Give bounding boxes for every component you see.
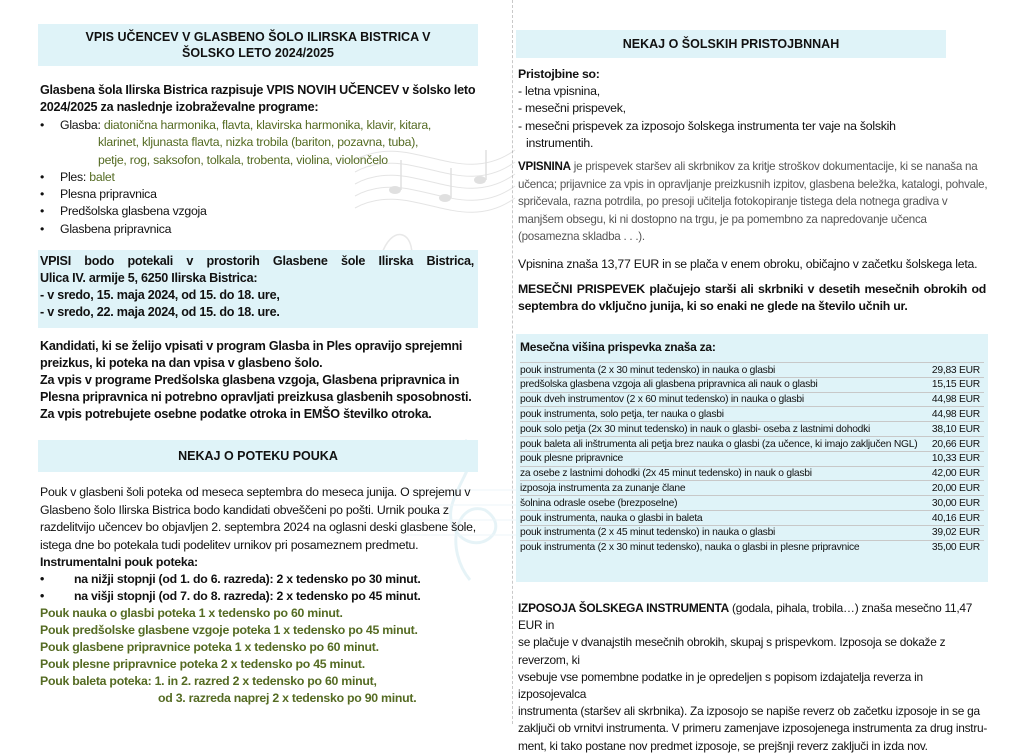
program-detail: petje, rog, saksofon, tolkala, trobenta, violina, violončelo xyxy=(98,152,388,167)
program-item-predsolska xyxy=(38,203,478,220)
lessons-section-banner xyxy=(38,440,478,472)
fees-list-item: - mesečni prispevek, xyxy=(518,101,626,116)
fee-item: izposoja instrumenta za zunanje člane xyxy=(520,482,686,494)
fees-list-item: instrumentih. xyxy=(526,135,594,150)
other-lesson-line: Pouk plesne pripravnice poteka 2 x tedensko po 45 minut. xyxy=(40,657,365,671)
fee-item: pouk instrumenta, solo petja, ter nauka o glasbi xyxy=(520,408,724,420)
fee-item: pouk plesne pripravnice xyxy=(520,453,624,465)
fee-item: pouk instrumenta (2 x 30 minut tedensko), nauka o glasbi in plesne pripravnice xyxy=(520,542,860,554)
fee-amount: 44,98 EUR xyxy=(931,394,980,406)
pouk-line: razdelitvijo učencev bo objavljen 2. septembra 2024 na oglasni deski glasbene šole, xyxy=(40,520,476,534)
program-detail: balet xyxy=(89,169,115,184)
izposoja-line: se plačuje v dvanajstih mesečnih obrokih, skupaj s prispevkom. Izposoja se dokaže z reverzom, ki xyxy=(518,635,946,667)
other-lesson-line: od 3. razreda naprej 2 x tedensko po 90 minut. xyxy=(158,691,417,705)
fee-amount: 38,10 EUR xyxy=(931,423,980,435)
fee-item: pouk baleta ali inštrumenta ali petja brez nauka o glasbi (za učence, ki imajo zaključen NGL) xyxy=(520,438,918,450)
izposoja-line: (godala, pihala, trobila…) znaša mesečno 11,47 EUR in xyxy=(518,601,973,633)
candidates-paragraph xyxy=(40,338,480,423)
intro-line-1: Glasbena šola Ilirska Bistrica razpisuje VPIS NOVIH UČENCEV v šolsko leto xyxy=(40,83,476,97)
other-lesson-line: Pouk nauka o glasbi poteka 1 x tedensko po 60 minut. xyxy=(40,606,343,620)
fee-amount: 15,15 EUR xyxy=(931,379,980,391)
fee-row xyxy=(520,437,980,452)
fee-row xyxy=(520,525,980,540)
vpisi-date-2: - v sredo, 22. maja 2024, od 15. do 18. ure. xyxy=(40,305,280,319)
fee-item: pouk solo petja (2x 30 minut tedensko) in nauk o glasbi- oseba z lastnimi dohodki xyxy=(520,423,871,435)
page-divider xyxy=(512,0,513,724)
izposoja-line: vsebuje vse pomembne podatke in je opredeljen s popisom izdajatelja reverza in izposojevalca xyxy=(518,669,923,702)
program-item-plesna-pripravnica xyxy=(38,186,478,203)
izposoja-line: zaključi ob vrnitvi instrumenta. V primeru zamenjave izposojenega instrumenta za drug instru- xyxy=(518,721,988,736)
fee-row xyxy=(520,392,980,407)
monthly-contribution-paragraph xyxy=(518,281,986,315)
fee-item: pouk dveh instrumentov (2 x 60 minut tedensko) in nauka o glasbi xyxy=(520,394,804,406)
vpisnina-line: manjšem obsegu, ki ni dostopno na trgu, je pa pomembno za napredovanje učenca xyxy=(518,212,927,226)
kandidati-line: Za vpis v programe Predšolska glasbena vzgoja, Glasbena pripravnica in xyxy=(40,373,460,387)
instrumental-lessons-list xyxy=(38,571,478,606)
fee-item: šolnina odrasle osebe (brezposelne) xyxy=(520,497,678,509)
intro-paragraph xyxy=(40,82,480,116)
enrollment-dates-text xyxy=(40,253,474,321)
program-item-glasbena-pripravnica xyxy=(38,221,478,238)
vpisi-date-1: - v sredo, 15. maja 2024, od 15. do 18. ure, xyxy=(40,288,280,302)
program-label: Plesna pripravnica xyxy=(60,187,157,202)
other-lesson-line: Pouk baleta poteka: 1. in 2. razred 2 x tedensko po 60 minut, xyxy=(40,674,377,688)
fee-table-title: Mesečna višina prispevka znaša za: xyxy=(520,340,716,354)
fees-list-item: - mesečni prispevek za izposojo šolskega instrumenta ter vaje na šolskih xyxy=(518,118,896,133)
program-detail: diatonična harmonika, flavta, klavirska harmonika, klavir, kitara, xyxy=(103,118,432,132)
mesecni-line: MESEČNI PRISPEVEK plačujejo starši ali skrbniki v desetih mesečnih obrokih od xyxy=(518,282,986,296)
program-list xyxy=(38,117,478,238)
fee-item: pouk instrumenta, nauka o glasbi in baleta xyxy=(520,512,703,524)
fee-row xyxy=(520,540,980,555)
lessons-paragraph xyxy=(40,484,480,572)
vpisi-line-2: Ulica IV. armije 5, 6250 Ilirska Bistrica: xyxy=(40,271,258,285)
fee-row xyxy=(520,496,980,511)
lessons-section-title: NEKAJ O POTEKU POUKA xyxy=(178,449,338,463)
fees-list-heading: Pristojbine so: xyxy=(518,67,600,81)
fee-row xyxy=(520,407,980,422)
pouk-line: Glasbeno šolo Ilirska Bistrica bodo kandidati obveščeni po pošti. Urnik pouka z xyxy=(40,502,449,517)
other-lessons-list xyxy=(40,605,480,707)
fee-row xyxy=(520,363,980,378)
fee-amount: 39,02 EUR xyxy=(931,527,980,539)
vpisnina-amount: Vpisnina znaša 13,77 EUR in se plača v enem obroku, običajno v začetku šolskega leta. xyxy=(518,257,978,271)
fee-row xyxy=(520,451,980,466)
vpisnina-line: (posamezna skladba . . .). xyxy=(518,230,645,243)
instrument-rental-paragraph xyxy=(518,600,988,755)
vpisnina-line: učenca; prijavnice za vpis in opravljanje preizkusnih izpitov, glasbena beležka, katalogi, pohvale, xyxy=(518,177,988,191)
fee-amount: 29,83 EUR xyxy=(931,364,980,376)
kandidati-line: Kandidati, ki se želijo vpisati v program Glasba in Ples opravijo sprejemni xyxy=(40,339,463,353)
other-lesson-line: Pouk predšolske glasbene vzgoje poteka 1 x tedensko po 45 minut. xyxy=(40,623,418,637)
fee-amount: 10,33 EUR xyxy=(931,453,980,465)
fee-row xyxy=(520,377,980,392)
kandidati-line: Za vpis potrebujete osebne podatke otroka in EMŠO številko otroka. xyxy=(40,407,432,421)
vpisnina-line: je prispevek staršev ali skrbnikov za kritje stroškov dokumentacije, ki se nanaša na xyxy=(573,160,978,173)
fee-amount: 44,98 EUR xyxy=(931,408,980,420)
program-label: Predšolska glasbena vzgoja xyxy=(60,204,207,219)
program-item-ples xyxy=(38,169,478,186)
izposoja-line: ment, ki tako postane nov predmet izposoje, se prejšnji reverz zaključi in izda nov. xyxy=(518,738,928,753)
fee-amount: 20,00 EUR xyxy=(931,482,980,494)
pouk-line: istega dne bo potekala tudi podelitev urnikov pri posameznem predmetu. xyxy=(40,537,419,552)
vpisnina-label: VPISNINA xyxy=(518,160,571,173)
fee-item: pouk instrumenta (2 x 45 minut tedensko) in nauka o glasbi xyxy=(520,527,776,539)
other-lesson-line: Pouk glasbene pripravnice poteka 1 x tedensko po 60 minut. xyxy=(40,640,379,654)
intro-line-2: 2024/2025 za naslednje izobraževalne programe: xyxy=(40,100,319,114)
kandidati-line: preizkus, ki poteka na dan vpisa v glasbeno šolo. xyxy=(40,356,323,370)
instr-item-lower: • na nižji stopnji (od 1. do 6. razreda): 2 x tedensko po 30 minut. xyxy=(38,571,478,588)
program-label: Glasba: xyxy=(60,118,101,132)
fee-row xyxy=(520,466,980,481)
fee-row xyxy=(520,511,980,526)
enrollment-title-banner xyxy=(38,24,478,66)
program-label: Ples: xyxy=(60,169,87,184)
fee-item: predšolska glasbena vzgoja ali glasbena pripravnica ali nauk o glasbi xyxy=(520,379,818,391)
fee-row xyxy=(520,481,980,496)
pouk-line: Pouk v glasbeni šoli poteka od meseca septembra do meseca junija. O sprejemu v xyxy=(40,485,471,499)
izposoja-label: IZPOSOJA ŠOLSKEGA INSTRUMENTA xyxy=(518,601,729,615)
fee-amount: 42,00 EUR xyxy=(931,468,980,480)
fee-row xyxy=(520,422,980,437)
vpisnina-line: spričevala, razna potrdila, po presoji učitelja fotokopiranje tistega dela notnega gradiva v xyxy=(518,195,948,208)
program-label: Glasbena pripravnica xyxy=(60,221,172,236)
fee-amount: 35,00 EUR xyxy=(931,542,980,554)
program-item-glasba xyxy=(38,117,478,169)
enrollment-title: VPIS UČENCEV V GLASBENO ŠOLO ILIRSKA BISTRICA V ŠOLSKO LETO 2024/2025 xyxy=(85,30,431,60)
fees-list-item: - letna vpisnina, xyxy=(518,84,600,99)
instrumental-lessons-heading: Instrumentalni pouk poteka: xyxy=(40,555,198,569)
fees-title-banner xyxy=(516,30,946,58)
izposoja-line: instrumenta (staršev ali skrbnika). Za izposojo se napiše reverz ob začetku izposoje in se ga xyxy=(518,704,980,719)
fees-list-paragraph xyxy=(518,66,988,152)
mesecni-line: septembra do vključno junija, ki so enaki ne glede na število učnih ur. xyxy=(518,299,908,314)
fee-amount: 40,16 EUR xyxy=(931,512,980,524)
fee-item: za osebe z lastnimi dohodki (2x 45 minut tedensko) in nauk o glasbi xyxy=(520,468,812,480)
kandidati-line: Plesna pripravnica ni potrebno opravljati preizkusa glasbenih sposobnosti. xyxy=(40,390,472,404)
vpisnina-paragraph xyxy=(518,158,988,246)
fee-amount: 20,66 EUR xyxy=(931,438,980,450)
program-detail: klarinet, kljunasta flavta, nizka trobila (bariton, pozavna, tuba), xyxy=(98,135,419,150)
fees-title: NEKAJ O ŠOLSKIH PRISTOJBNNAH xyxy=(622,37,840,51)
instr-item-upper: • na višji stopnji (od 7. do 8. razreda): 2 x tedensko po 45 minut. xyxy=(38,588,478,605)
fee-item: pouk instrumenta (2 x 30 minut tedensko) in nauka o glasbi xyxy=(520,364,776,376)
vpisi-line-1: VPISI bodo potekali v prostorih Glasbene šole Ilirska Bistrica, xyxy=(40,254,474,268)
fee-amount: 30,00 EUR xyxy=(931,497,980,509)
